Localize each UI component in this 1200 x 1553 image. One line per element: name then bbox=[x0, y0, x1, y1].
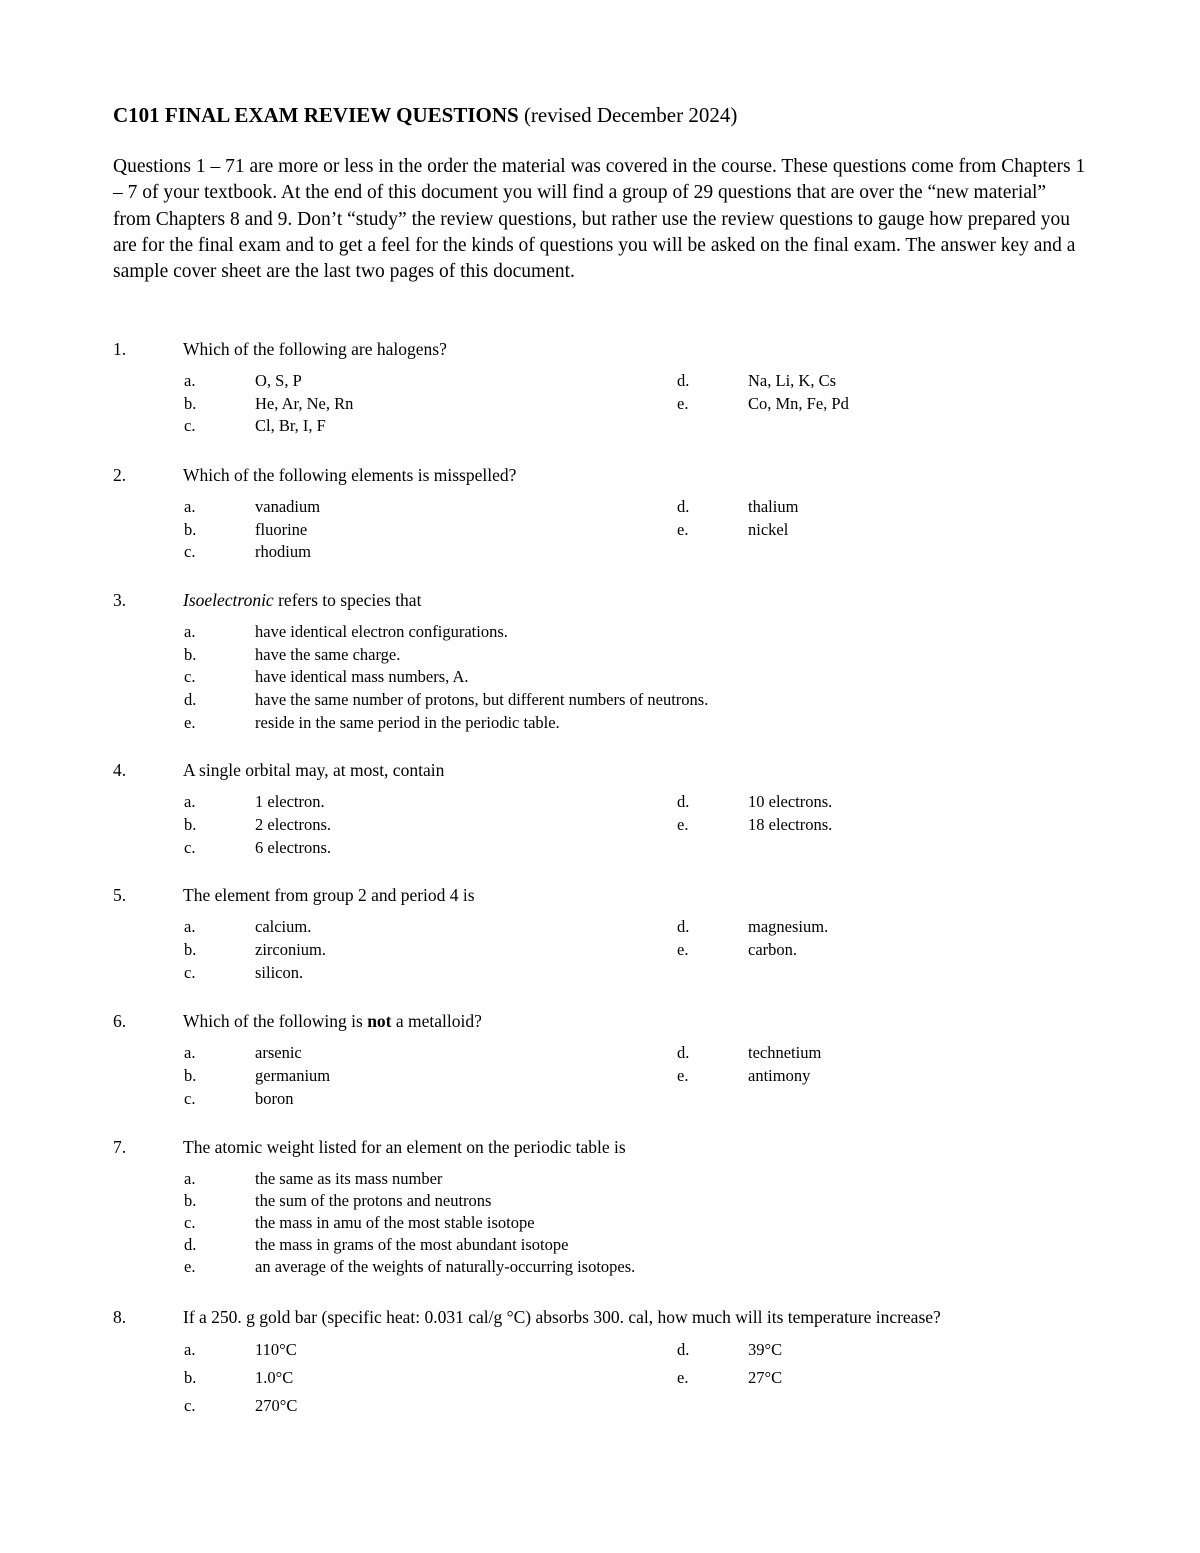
choice-letter: e. bbox=[677, 940, 689, 959]
question-text-emphasis: not bbox=[367, 1011, 392, 1031]
choice-text: He, Ar, Ne, Rn bbox=[255, 394, 354, 413]
question-number: 8. bbox=[113, 1307, 127, 1327]
intro-text: Questions 1 – 71 are more or less in the order the material was covered in the course. These questions come from Chapters 1 – 7 of your textbook. At the end of this document you will find a group of 29 questions that are over the “new material” from Chapters 8 and 9. Don’t “study” the review questions, but rather use the review questions to gauge how prepared you are for the final exam and to get a feel for the kinds of questions you will be asked on the final exam. The answer key and a sample cover sheet are the last two pages of this document. bbox=[113, 156, 1086, 283]
choice-letter: d. bbox=[677, 1340, 690, 1359]
question-1 bbox=[113, 335, 1103, 435]
choice-letter: b. bbox=[184, 815, 197, 834]
choice-text: thalium bbox=[748, 497, 799, 516]
question-text: The element from group 2 and period 4 is bbox=[183, 885, 475, 905]
choice-letter: e. bbox=[184, 713, 196, 732]
question-5 bbox=[113, 881, 1103, 982]
choice-letter: b. bbox=[184, 1368, 197, 1387]
choice-text: 1 electron. bbox=[255, 792, 325, 811]
question-number: 5. bbox=[113, 885, 127, 905]
choice-text: the sum of the protons and neutrons bbox=[255, 1191, 492, 1210]
question-text: Which of the following are halogens? bbox=[183, 339, 447, 359]
question-number: 2. bbox=[113, 465, 127, 485]
choice-text: have identical electron configurations. bbox=[255, 622, 508, 641]
question-text-after: a metalloid? bbox=[391, 1011, 482, 1031]
choice-letter: c. bbox=[184, 838, 196, 857]
choice-letter: a. bbox=[184, 1340, 196, 1359]
choice-text: Na, Li, K, Cs bbox=[748, 371, 836, 390]
choice-text: 18 electrons. bbox=[748, 815, 833, 834]
choice-letter: d. bbox=[184, 1235, 197, 1254]
question-3 bbox=[113, 586, 1103, 732]
choice-letter: c. bbox=[184, 1396, 196, 1415]
choice-text: Co, Mn, Fe, Pd bbox=[748, 394, 849, 413]
question-text bbox=[183, 1007, 482, 1035]
choice-letter: e. bbox=[677, 1066, 689, 1085]
choice-letter: b. bbox=[184, 394, 197, 413]
choice-text: 6 electrons. bbox=[255, 838, 332, 857]
question-text bbox=[183, 586, 421, 614]
choice-text: 39°C bbox=[748, 1340, 783, 1359]
choice-text: 10 electrons. bbox=[748, 792, 833, 811]
choice-letter: d. bbox=[677, 792, 690, 811]
choice-letter: a. bbox=[184, 371, 196, 390]
question-6 bbox=[113, 1007, 1103, 1108]
question-text: Which of the following elements is misspelled? bbox=[183, 465, 517, 485]
choice-letter: c. bbox=[184, 416, 196, 435]
choice-text: an average of the weights of naturally-occurring isotopes. bbox=[255, 1257, 636, 1276]
choice-letter: b. bbox=[184, 1066, 197, 1085]
choice-letter: d. bbox=[677, 497, 690, 516]
intro-paragraph bbox=[113, 154, 1088, 285]
choice-letter: d. bbox=[184, 690, 197, 709]
choice-text: have the same number of protons, but different numbers of neutrons. bbox=[255, 690, 709, 709]
question-7 bbox=[113, 1133, 1103, 1276]
choice-letter: a. bbox=[184, 792, 196, 811]
choice-text: fluorine bbox=[255, 520, 308, 539]
choice-letter: d. bbox=[677, 1043, 690, 1062]
choice-letter: c. bbox=[184, 963, 196, 982]
choice-letter: e. bbox=[677, 1368, 689, 1387]
question-text: The atomic weight listed for an element on the periodic table is bbox=[183, 1137, 626, 1157]
choice-text: nickel bbox=[748, 520, 789, 539]
choice-letter: a. bbox=[184, 497, 196, 516]
choice-text: calcium. bbox=[255, 917, 312, 936]
question-text: A single orbital may, at most, contain bbox=[183, 760, 445, 780]
choice-letter: c. bbox=[184, 542, 196, 561]
page-title bbox=[113, 101, 737, 129]
question-text-italic: Isoelectronic bbox=[183, 590, 274, 610]
choice-letter: b. bbox=[184, 940, 197, 959]
choice-letter: e. bbox=[677, 815, 689, 834]
choice-text: 110°C bbox=[255, 1340, 297, 1359]
question-8 bbox=[113, 1303, 1103, 1415]
choice-letter: c. bbox=[184, 1213, 196, 1232]
question-text: If a 250. g gold bar (specific heat: 0.031 cal/g °C) absorbs 300. cal, how much will its temperature increase? bbox=[183, 1307, 941, 1327]
choice-letter: e. bbox=[677, 520, 689, 539]
choice-text: 2 electrons. bbox=[255, 815, 332, 834]
choice-text: 27°C bbox=[748, 1368, 783, 1387]
question-number: 4. bbox=[113, 760, 127, 780]
choice-text: vanadium bbox=[255, 497, 321, 516]
question-number: 3. bbox=[113, 590, 127, 610]
question-text-before: Which of the following is bbox=[183, 1011, 368, 1031]
choice-text: magnesium. bbox=[748, 917, 829, 936]
question-text-rest: refers to species that bbox=[273, 590, 422, 610]
choice-text: have the same charge. bbox=[255, 645, 401, 664]
choice-letter: e. bbox=[184, 1257, 196, 1276]
choice-text: have identical mass numbers, A. bbox=[255, 667, 469, 686]
title-main: C101 FINAL EXAM REVIEW QUESTIONS bbox=[113, 103, 519, 127]
choice-letter: d. bbox=[677, 371, 690, 390]
choice-text: 270°C bbox=[255, 1396, 298, 1415]
choice-text: technetium bbox=[748, 1043, 822, 1062]
choice-letter: e. bbox=[677, 394, 689, 413]
question-number: 6. bbox=[113, 1011, 127, 1031]
choice-letter: b. bbox=[184, 520, 197, 539]
choice-letter: b. bbox=[184, 1191, 197, 1210]
choice-text: antimony bbox=[748, 1066, 811, 1085]
choice-text: zirconium. bbox=[255, 940, 327, 959]
choice-text: Cl, Br, I, F bbox=[255, 416, 326, 435]
choice-text: carbon. bbox=[748, 940, 798, 959]
choice-text: arsenic bbox=[255, 1043, 302, 1062]
question-2 bbox=[113, 461, 1103, 561]
question-number: 1. bbox=[113, 339, 127, 359]
choice-text: the mass in amu of the most stable isotope bbox=[255, 1213, 535, 1232]
choice-text: reside in the same period in the periodic table. bbox=[255, 713, 560, 732]
choice-letter: c. bbox=[184, 1089, 196, 1108]
choice-text: 1.0°C bbox=[255, 1368, 294, 1387]
choice-letter: a. bbox=[184, 622, 196, 641]
question-number: 7. bbox=[113, 1137, 127, 1157]
choice-letter: a. bbox=[184, 1043, 196, 1062]
choice-text: germanium bbox=[255, 1066, 331, 1085]
choice-letter: d. bbox=[677, 917, 690, 936]
choice-text: O, S, P bbox=[255, 371, 302, 390]
choice-text: silicon. bbox=[255, 963, 304, 982]
choice-letter: b. bbox=[184, 645, 197, 664]
title-revision: (revised December 2024) bbox=[523, 103, 738, 127]
choice-text: the same as its mass number bbox=[255, 1169, 443, 1188]
choice-text: the mass in grams of the most abundant isotope bbox=[255, 1235, 569, 1254]
question-4 bbox=[113, 756, 1103, 857]
choice-letter: c. bbox=[184, 667, 196, 686]
choice-text: boron bbox=[255, 1089, 294, 1108]
choice-text: rhodium bbox=[255, 542, 311, 561]
choice-letter: a. bbox=[184, 1169, 196, 1188]
choice-letter: a. bbox=[184, 917, 196, 936]
